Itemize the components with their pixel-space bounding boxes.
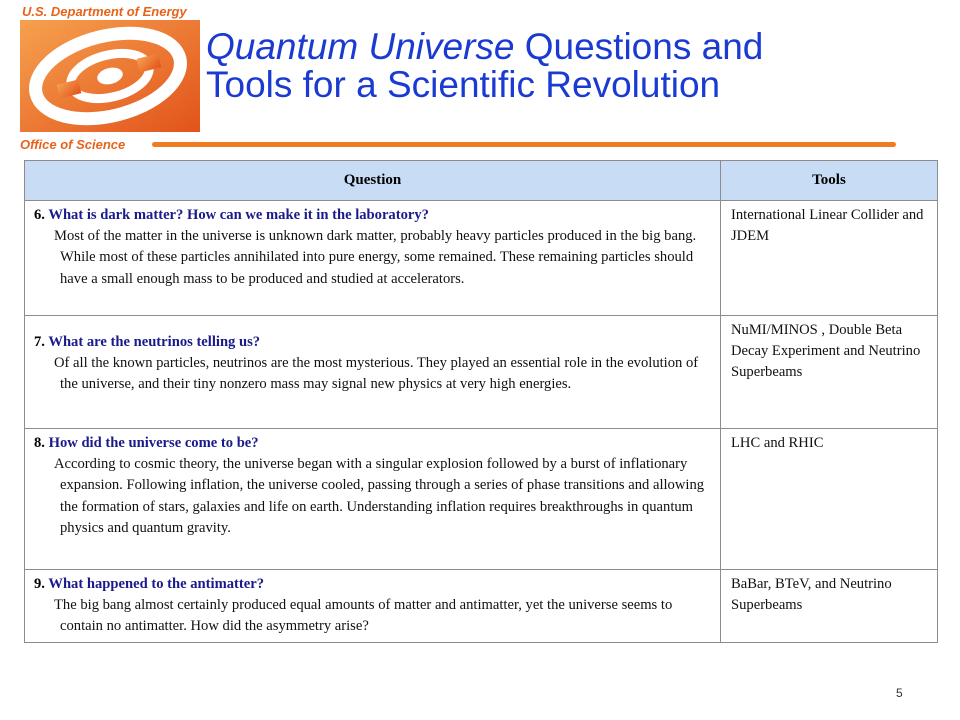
- slide-title: [206, 28, 926, 104]
- question-number: 8.: [34, 435, 45, 451]
- questions-tools-table: [24, 160, 938, 643]
- title-line2: Tools for a Scientific Revolution: [206, 64, 721, 105]
- question-text: What are the neutrinos telling us?: [48, 334, 261, 350]
- page-number: 5: [896, 686, 903, 700]
- question-description: The big bang almost certainly produced equal amounts of matter and antimatter, yet the universe seems to contain no antimatter. How did the asymmetry arise?: [54, 597, 673, 635]
- question-text: How did the universe come to be?: [48, 435, 259, 451]
- table-row: [25, 570, 938, 643]
- table-row: [25, 429, 938, 570]
- tools-cell: NuMI/MINOS , Double Beta Decay Experiment and Neutrino Superbeams: [721, 316, 938, 429]
- org-name-bottom: Office of Science: [20, 137, 126, 152]
- header-divider: [152, 142, 896, 147]
- tools-cell: LHC and RHIC: [721, 429, 938, 570]
- question-cell: [25, 316, 721, 429]
- question-cell: [25, 429, 721, 570]
- question-description: Most of the matter in the universe is unknown dark matter, probably heavy particles produced in the big bang. While most of these particles annihilated into pure energy, some remained. These remaining particles should have a small enough mass to be produced and studied at accelerators.: [54, 228, 697, 287]
- doe-office-of-science-logo: [20, 20, 200, 132]
- question-cell: [25, 201, 721, 316]
- title-italic-part: Quantum Universe: [206, 26, 515, 67]
- question-text: What is dark matter? How can we make it in the laboratory?: [48, 207, 429, 223]
- question-description: Of all the known particles, neutrinos are the most mysterious. They played an essential role in the evolution of the universe, and their tiny nonzero mass may signal new physics at very high energies.: [54, 355, 699, 393]
- column-header-question: Question: [25, 161, 721, 201]
- question-line: [34, 205, 712, 226]
- table-row: [25, 201, 938, 316]
- question-cell: [25, 570, 721, 643]
- question-number: 7.: [34, 334, 45, 350]
- org-name-top: U.S. Department of Energy: [22, 4, 187, 19]
- question-line: [34, 574, 712, 595]
- question-line: [34, 332, 712, 353]
- column-header-tools: Tools: [721, 161, 938, 201]
- tools-cell: BaBar, BTeV, and Neutrino Superbeams: [721, 570, 938, 643]
- question-number: 6.: [34, 207, 45, 223]
- table-row: [25, 316, 938, 429]
- question-text: What happened to the antimatter?: [48, 576, 265, 592]
- question-description: According to cosmic theory, the universe began with a singular explosion followed by a burst of inflationary expansion. Following inflation, the universe cooled, passing through a series of phase transitions and allowing the formation of stars, galaxies and life on earth. Understanding inflation requires breakthroughs in quantum physics and quantum gravity.: [54, 456, 705, 536]
- question-number: 9.: [34, 576, 45, 592]
- table-header-row: [25, 161, 938, 201]
- tools-cell: International Linear Collider and JDEM: [721, 201, 938, 316]
- question-line: [34, 433, 712, 454]
- title-rest-line1: Questions and: [514, 26, 764, 67]
